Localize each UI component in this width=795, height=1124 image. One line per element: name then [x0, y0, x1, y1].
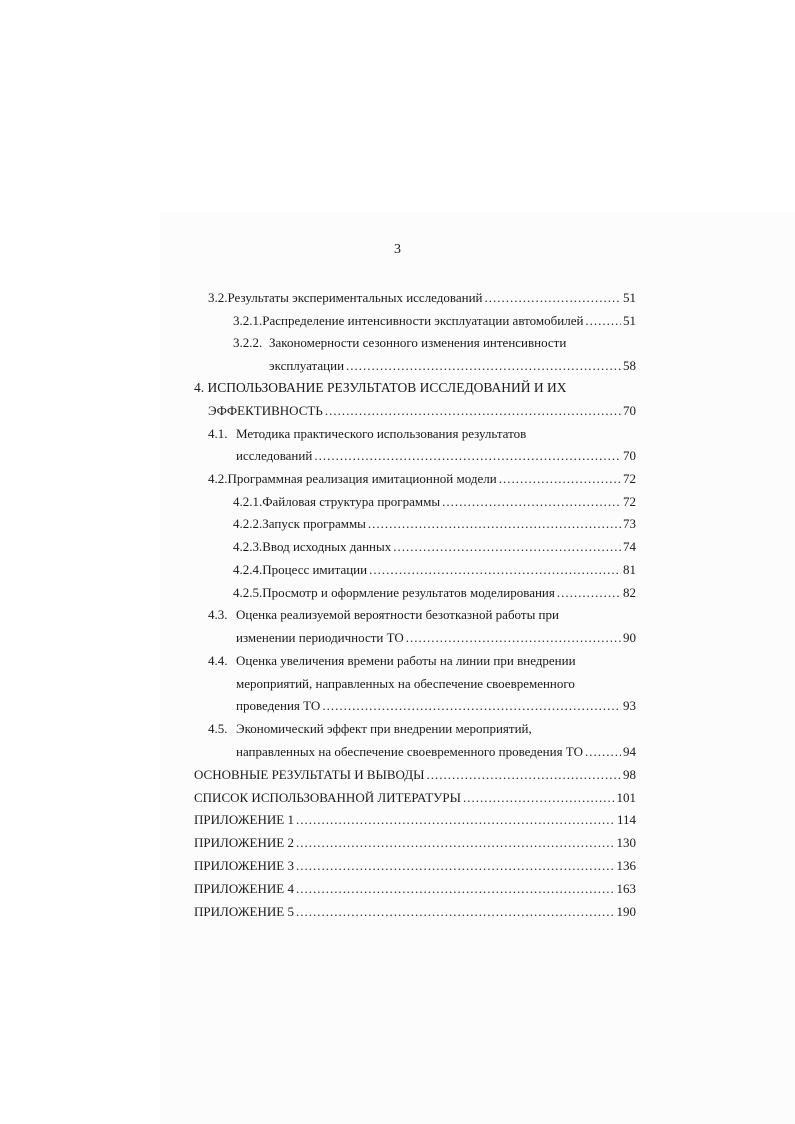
section-title: Распределение интенсивности эксплуатации автомобилей [262, 313, 584, 328]
page-number: 3 [394, 242, 401, 257]
section-number: 4.2.1. [233, 494, 263, 509]
leader-dots [368, 516, 621, 532]
toc-entry-4-1[interactable] [236, 448, 636, 464]
toc-entry-4-line1[interactable]: 4. ИСПОЛЬЗОВАНИЕ РЕЗУЛЬТАТОВ ИССЛЕДОВАНИЙ И ИХ [194, 380, 567, 395]
section-title: Оценка увеличения времени работы на линии при внедрении [236, 653, 576, 668]
section-title: ОСНОВНЫЕ РЕЗУЛЬТАТЫ И ВЫВОДЫ [194, 767, 425, 782]
toc-entry-literature[interactable] [194, 790, 636, 806]
section-title: Закономерности сезонного изменения интенсивности [269, 335, 567, 350]
page-ref: 98 [623, 767, 636, 782]
page-ref: 94 [623, 744, 636, 759]
leader-dots [463, 790, 615, 806]
page-ref: 72 [623, 471, 636, 486]
leader-dots [406, 630, 621, 646]
leader-dots [346, 358, 621, 374]
page-ref: 101 [616, 790, 636, 805]
leader-dots [557, 585, 621, 601]
page-ref: 82 [623, 585, 636, 600]
leader-dots [485, 290, 621, 306]
leader-dots [314, 448, 621, 464]
toc-entry-4-4-line1[interactable] [208, 653, 576, 669]
toc-entry-appendix-2[interactable] [194, 835, 636, 851]
toc-entry-4-1-line1[interactable] [208, 426, 526, 442]
leader-dots [585, 744, 621, 760]
section-title: СПИСОК ИСПОЛЬЗОВАННОЙ ЛИТЕРАТУРЫ [194, 790, 461, 805]
toc-entry-4-2-2[interactable] [233, 516, 636, 532]
section-number: 4.2.2. [233, 516, 263, 531]
toc-entry-3-2[interactable] [208, 290, 636, 306]
toc-entry-appendix-5[interactable] [194, 904, 636, 920]
toc-entry-4-3-line1[interactable] [208, 607, 559, 623]
leader-dots [442, 494, 621, 510]
section-title: Результаты экспериментальных исследований [227, 290, 483, 305]
section-title-cont: направленных на обеспечение своевременного проведения ТО [236, 744, 583, 759]
section-number: 3.2. [208, 290, 228, 305]
section-number: 4.5. [208, 721, 228, 736]
leader-dots [296, 881, 615, 897]
leader-dots [369, 562, 621, 578]
section-number: 4.2.3. [233, 539, 263, 554]
toc-entry-4-2-3[interactable] [233, 539, 636, 555]
page-ref: 93 [623, 698, 636, 713]
leader-dots [296, 904, 615, 920]
section-title-cont: ЭФФЕКТИВНОСТЬ [208, 403, 323, 418]
section-number: 4.3. [208, 607, 228, 622]
section-title-cont: изменении периодичности ТО [236, 630, 404, 645]
section-title: ПРИЛОЖЕНИЕ 5 [194, 904, 294, 919]
toc-entry-4-4-line2[interactable]: мероприятий, направленных на обеспечение своевременного [236, 676, 575, 691]
section-title: Процесс имитации [262, 562, 368, 577]
toc-entry-3-2-2[interactable] [269, 358, 636, 374]
leader-dots [426, 767, 621, 783]
page-ref: 51 [623, 313, 636, 328]
leader-dots [325, 403, 621, 419]
section-number: 4.2.4. [233, 562, 263, 577]
toc-entry-4-2-5[interactable] [233, 585, 636, 601]
section-number: 4.2. [208, 471, 228, 486]
section-title: ПРИЛОЖЕНИЕ 3 [194, 858, 294, 873]
leader-dots [296, 835, 615, 851]
page-ref: 130 [616, 835, 636, 850]
section-number: 4.2.5. [233, 585, 263, 600]
toc-entry-3-2-2-line1[interactable] [233, 335, 566, 351]
leader-dots [585, 313, 621, 329]
section-title: Оценка реализуемой вероятности безотказной работы при [236, 607, 559, 622]
section-number: 4.4. [208, 653, 228, 668]
toc-entry-appendix-3[interactable] [194, 858, 636, 874]
section-title: ПРИЛОЖЕНИЕ 4 [194, 881, 294, 896]
section-title: ПРИЛОЖЕНИЕ 2 [194, 835, 294, 850]
section-title: Ввод исходных данных [262, 539, 392, 554]
section-title-cont: проведения ТО [236, 698, 321, 713]
toc-entry-4-2-1[interactable] [233, 494, 636, 510]
section-title-cont: эксплуатации [269, 358, 345, 373]
page-ref: 51 [623, 290, 636, 305]
section-number: 4.1. [208, 426, 228, 441]
toc-entry-results[interactable] [194, 767, 636, 783]
toc-entry-4-5-line1[interactable] [208, 721, 532, 737]
page-ref: 74 [623, 539, 636, 554]
leader-dots [393, 539, 621, 555]
page-ref: 58 [623, 358, 636, 373]
toc-entry-4-3[interactable] [236, 630, 636, 646]
page-ref: 73 [623, 516, 636, 531]
page-ref: 70 [623, 448, 636, 463]
page-ref: 90 [623, 630, 636, 645]
toc-entry-3-2-1[interactable] [233, 313, 636, 329]
page-ref: 190 [616, 904, 636, 919]
page-ref: 136 [616, 858, 636, 873]
toc-entry-appendix-1[interactable] [194, 812, 636, 828]
section-title-cont: исследований [236, 448, 313, 463]
page-ref: 72 [623, 494, 636, 509]
leader-dots [499, 471, 621, 487]
leader-dots [322, 698, 621, 714]
section-title: Методика практического использования результатов [236, 426, 527, 441]
toc-entry-4[interactable] [208, 403, 636, 419]
toc-entry-appendix-4[interactable] [194, 881, 636, 897]
section-title: Просмотр и оформление результатов моделирования [262, 585, 555, 600]
section-number: 3.2.1. [233, 313, 263, 328]
toc-entry-4-5[interactable] [236, 744, 636, 760]
page-ref: 70 [623, 403, 636, 418]
section-title: Программная реализация имитационной модели [227, 471, 497, 486]
page-ref: 163 [616, 881, 636, 896]
section-title: Запуск программы [262, 516, 366, 531]
section-title: Экономический эффект при внедрении мероприятий, [236, 721, 532, 736]
section-number: 3.2.2. [233, 335, 263, 350]
toc-entry-4-4[interactable] [236, 698, 636, 714]
page-ref: 114 [616, 812, 636, 827]
toc-entry-4-2[interactable] [208, 471, 636, 487]
section-title: Файловая структура программы [262, 494, 441, 509]
page-ref: 81 [623, 562, 636, 577]
leader-dots [296, 858, 615, 874]
toc-entry-4-2-4[interactable] [233, 562, 636, 578]
section-title: ПРИЛОЖЕНИЕ 1 [194, 812, 294, 827]
leader-dots [296, 812, 615, 828]
